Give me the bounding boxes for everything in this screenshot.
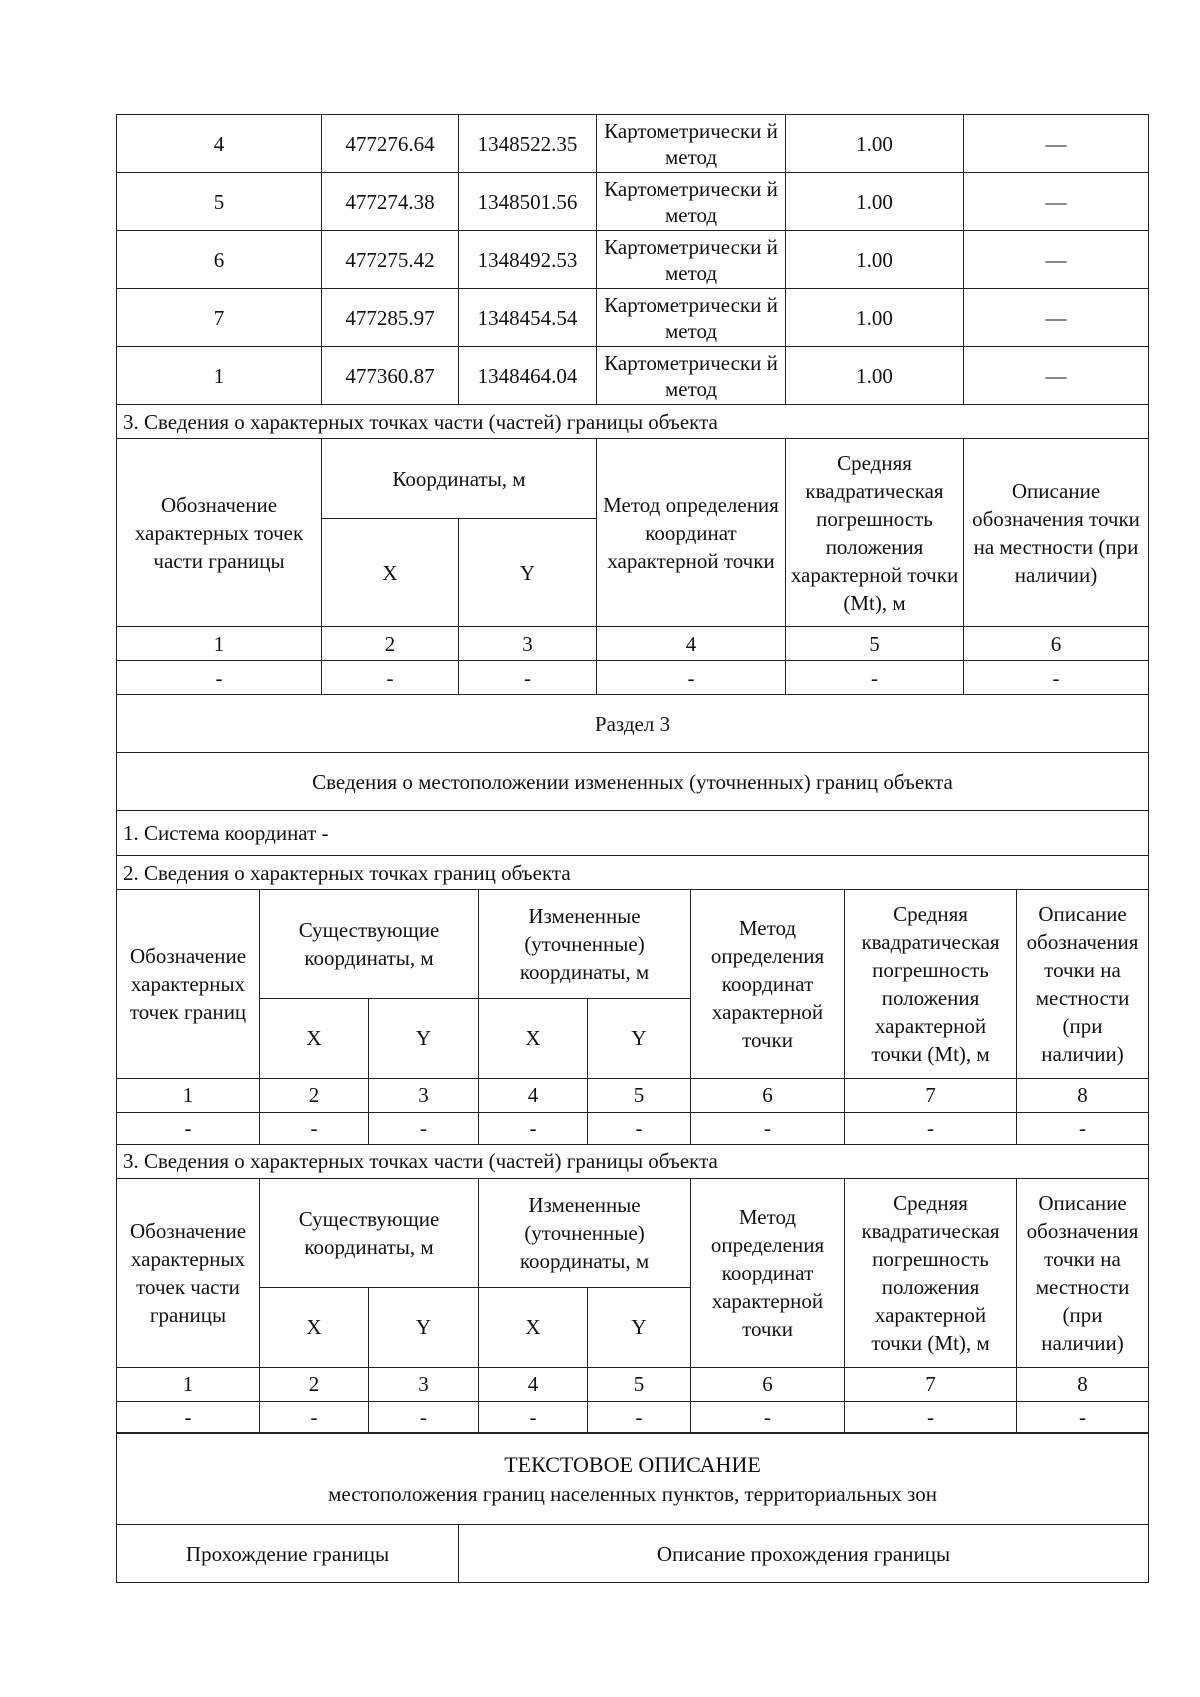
column-number: 8 (1017, 1078, 1149, 1112)
coordinate-system: 1. Система координат - (117, 811, 1149, 856)
column-number: 4 (479, 1078, 588, 1112)
header-description: Описание обозначения точки на местности (при наличии) (1017, 889, 1149, 1078)
mt-value: 1.00 (786, 115, 964, 173)
section3-title: 3. Сведения о характерных точках части (частей) границы объекта (117, 1144, 1149, 1178)
coord-y: 1348492.53 (459, 231, 597, 289)
column-number: 3 (369, 1367, 479, 1401)
table-row (117, 347, 1149, 405)
header-method: Метод определения координат характерной точки (691, 889, 845, 1078)
empty-cell: - (369, 1112, 479, 1144)
text-description-subtitle: местоположения границ населенных пунктов, территориальных зон (328, 1481, 937, 1506)
empty-cell: - (117, 1401, 260, 1433)
coord-x: 477274.38 (322, 173, 459, 231)
column-numbers-row (117, 627, 1149, 661)
coord-x: 477276.64 (322, 115, 459, 173)
empty-cell: - (597, 661, 786, 695)
empty-cell: - (322, 661, 459, 695)
header-y: Y (369, 1287, 479, 1367)
empty-row (117, 1112, 1149, 1144)
point-description: — (964, 173, 1149, 231)
empty-row (117, 661, 1149, 695)
document-frame (116, 114, 1148, 1583)
header-boundary-description: Описание прохождения границы (459, 1525, 1149, 1583)
empty-cell: - (845, 1112, 1017, 1144)
empty-cell: - (845, 1401, 1017, 1433)
column-number: 6 (691, 1078, 845, 1112)
empty-row (117, 1401, 1149, 1433)
header-points: Обозначение характерных точек границ (117, 889, 260, 1078)
header-x: X (479, 998, 588, 1078)
section2-title: 2. Сведения о характерных точках границ объекта (117, 856, 1149, 890)
column-number: 7 (845, 1367, 1017, 1401)
empty-cell: - (691, 1401, 845, 1433)
header-coordinates: Координаты, м (322, 439, 597, 519)
column-number: 6 (964, 627, 1149, 661)
empty-cell: - (117, 1112, 260, 1144)
coord-x: 477285.97 (322, 289, 459, 347)
mt-value: 1.00 (786, 231, 964, 289)
point-number: 1 (117, 347, 322, 405)
header-existing-coordinates: Существующие координаты, м (260, 1178, 479, 1287)
method: Картометрически й метод (597, 231, 786, 289)
header-mt: Средняя квадратическая погрешность положения характерной точки (Mt), м (786, 439, 964, 627)
empty-cell: - (1017, 1401, 1149, 1433)
point-description: — (964, 115, 1149, 173)
text-description-title: ТЕКСТОВОЕ ОПИСАНИЕ (504, 1451, 761, 1477)
mt-value: 1.00 (786, 289, 964, 347)
coord-x: 477275.42 (322, 231, 459, 289)
header-description: Описание обозначения точки на местности (при наличии) (964, 439, 1149, 627)
column-number: 3 (369, 1078, 479, 1112)
empty-cell: - (964, 661, 1149, 695)
header-x: X (260, 998, 369, 1078)
header-x: X (479, 1287, 588, 1367)
empty-cell: - (479, 1112, 588, 1144)
point-number: 4 (117, 115, 322, 173)
column-numbers-row (117, 1078, 1149, 1112)
empty-cell: - (479, 1401, 588, 1433)
table-row (117, 231, 1149, 289)
header-changed-coordinates: Измененные (уточненные) координаты, м (479, 889, 691, 998)
coord-y: 1348522.35 (459, 115, 597, 173)
point-description: — (964, 289, 1149, 347)
header-method: Метод определения координат характерной точки (597, 439, 786, 627)
column-number: 7 (845, 1078, 1017, 1112)
header-points: Обозначение характерных точек части границы (117, 1178, 260, 1367)
coordinates-table-part (116, 114, 1149, 890)
empty-cell: - (588, 1112, 691, 1144)
part-section-title: 3. Сведения о характерных точках части (частей) границы объекта (117, 405, 1149, 439)
header-points: Обозначение характерных точек части границы (117, 439, 322, 627)
empty-cell: - (1017, 1112, 1149, 1144)
header-method: Метод определения координат характерной точки (691, 1178, 845, 1367)
point-number: 6 (117, 231, 322, 289)
point-description: — (964, 347, 1149, 405)
text-description-table (116, 1432, 1149, 1583)
table-row (117, 173, 1149, 231)
header-boundary-passage: Прохождение границы (117, 1525, 459, 1583)
mt-value: 1.00 (786, 173, 964, 231)
header-y: Y (369, 998, 479, 1078)
column-number: 1 (117, 627, 322, 661)
header-mt: Средняя квадратическая погрешность положения характерной точки (Mt), м (845, 889, 1017, 1078)
method: Картометрически й метод (597, 347, 786, 405)
table-row (117, 115, 1149, 173)
header-existing-coordinates: Существующие координаты, м (260, 889, 479, 998)
coord-y: 1348454.54 (459, 289, 597, 347)
column-number: 6 (691, 1367, 845, 1401)
empty-cell: - (459, 661, 597, 695)
header-y: Y (459, 519, 597, 627)
header-mt: Средняя квадратическая погрешность положения характерной точки (Mt), м (845, 1178, 1017, 1367)
empty-cell: - (588, 1401, 691, 1433)
empty-cell: - (260, 1112, 369, 1144)
point-description: — (964, 231, 1149, 289)
point-number: 5 (117, 173, 322, 231)
column-number: 2 (260, 1367, 369, 1401)
header-y: Y (588, 1287, 691, 1367)
header-x: X (260, 1287, 369, 1367)
header-x: X (322, 519, 459, 627)
point-number: 7 (117, 289, 322, 347)
column-numbers-row (117, 1367, 1149, 1401)
method: Картометрически й метод (597, 289, 786, 347)
column-number: 1 (117, 1078, 260, 1112)
empty-cell: - (691, 1112, 845, 1144)
empty-cell: - (117, 661, 322, 695)
coord-y: 1348501.56 (459, 173, 597, 231)
column-number: 5 (588, 1367, 691, 1401)
method: Картометрически й метод (597, 115, 786, 173)
column-number: 5 (588, 1078, 691, 1112)
column-number: 3 (459, 627, 597, 661)
empty-cell: - (369, 1401, 479, 1433)
changed-boundaries-table (116, 889, 1149, 1434)
column-number: 1 (117, 1367, 260, 1401)
method: Картометрически й метод (597, 173, 786, 231)
empty-cell: - (260, 1401, 369, 1433)
razdel-title: Раздел 3 (117, 695, 1149, 753)
column-number: 2 (322, 627, 459, 661)
header-changed-coordinates: Измененные (уточненные) координаты, м (479, 1178, 691, 1287)
razdel-subtitle: Сведения о местоположении измененных (уточненных) границ объекта (117, 753, 1149, 811)
header-y: Y (588, 998, 691, 1078)
header-description: Описание обозначения точки на местности (при наличии) (1017, 1178, 1149, 1367)
coord-x: 477360.87 (322, 347, 459, 405)
table-row (117, 289, 1149, 347)
column-number: 8 (1017, 1367, 1149, 1401)
column-number: 2 (260, 1078, 369, 1112)
empty-cell: - (786, 661, 964, 695)
column-number: 5 (786, 627, 964, 661)
mt-value: 1.00 (786, 347, 964, 405)
coord-y: 1348464.04 (459, 347, 597, 405)
column-number: 4 (597, 627, 786, 661)
text-description-heading (117, 1433, 1149, 1525)
column-number: 4 (479, 1367, 588, 1401)
